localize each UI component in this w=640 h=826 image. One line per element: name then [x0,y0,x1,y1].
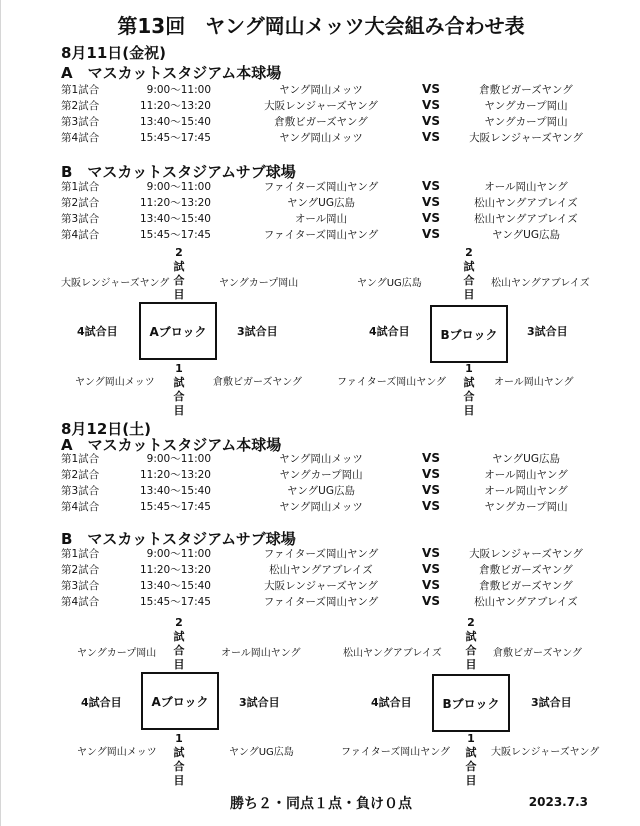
home-team: ヤング岡山メッツ [279,84,363,96]
home-team: 大阪レンジャーズヤング [264,580,378,592]
vs-label: VS [422,594,440,608]
block-diagram-a [41,616,341,787]
label-char: 目 [173,404,185,417]
away-team: 大阪レンジャーズヤング [469,548,583,560]
team-top-right: ヤングカープ岡山 [219,278,299,289]
team-top-left: ヤングカープ岡山 [77,648,157,659]
home-team: ファイターズ岡山ヤング [263,229,379,241]
vs-label: VS [422,499,440,513]
game-4-label: 4試合目 [81,696,122,709]
game-4-label: 4試合目 [371,696,412,709]
label-char: 1 [175,732,183,745]
venue-heading: A マスカットスタジアム本球場 [61,64,282,82]
home-team: ヤングカープ岡山 [279,469,363,481]
game-number: 第2試合 [61,197,100,209]
vs-label: VS [422,211,440,225]
block-box: Aブロック [139,302,217,360]
game-row [1,98,640,114]
game-time: 13:40〜15:40 [139,580,211,592]
home-team: 倉敷ビガーズヤング [274,116,368,128]
label-char: 合 [465,760,477,773]
game-row [1,483,640,499]
game-time: 13:40〜15:40 [139,213,211,225]
away-team: 松山ヤングアブレイズ [474,213,578,225]
game-row [1,211,640,227]
label-char: 試 [173,260,185,273]
game-time: 9:00〜11:00 [146,84,211,96]
game-row [1,227,640,243]
label-char: 2 [467,616,475,629]
game-3-label: 3試合目 [531,696,572,709]
vs-label: VS [422,114,440,128]
game-row [1,467,640,483]
game-number: 第2試合 [61,564,100,576]
vs-label: VS [422,195,440,209]
away-team: ヤングUG広島 [491,453,560,465]
game-time: 13:40〜15:40 [139,485,211,497]
game-row [1,82,640,98]
team-top-right: 倉敷ビガーズヤング [493,648,582,659]
label-char: 試 [465,630,477,643]
label-char: 目 [465,774,477,787]
block-diagram-b [321,616,621,787]
label-char: 目 [465,658,477,671]
team-bottom-right: オール岡山ヤング [494,377,574,388]
scoring-rule: 勝ち２・同点１点・負け０点 [230,796,412,812]
label-char: 試 [173,630,185,643]
game-row [1,114,640,130]
block-diagram-a [41,246,341,417]
game-number: 第3試合 [61,213,100,225]
team-top-right: オール岡山ヤング [221,648,301,659]
team-bottom-left: ヤング岡山メッツ [75,377,155,388]
label-char: 目 [173,288,185,301]
game-row [1,195,640,211]
game-time: 11:20〜13:20 [139,564,211,576]
team-bottom-right: 倉敷ビガーズヤング [213,377,302,388]
away-team: オール岡山ヤング [484,469,568,481]
game-time: 11:20〜13:20 [139,100,211,112]
vs-label: VS [422,130,440,144]
label-char: 2 [465,246,473,259]
game-number: 第4試合 [61,501,100,513]
away-team: 松山ヤングアブレイズ [474,197,578,209]
game-list [1,82,640,146]
label-char: 合 [173,644,185,657]
away-team: 松山ヤングアブレイズ [474,596,578,608]
game-number: 第2試合 [61,469,100,481]
home-team: ヤング岡山メッツ [279,132,363,144]
game-number: 第1試合 [61,453,100,465]
away-team: ヤングカープ岡山 [484,100,568,112]
game-time: 15:45〜17:45 [139,132,211,144]
team-top-left: 大阪レンジャーズヤング [61,278,170,289]
away-team: 倉敷ビガーズヤング [479,580,573,592]
label-char: 合 [465,644,477,657]
label-char: 試 [173,376,185,389]
vs-label: VS [422,467,440,481]
game-list [1,179,640,243]
label-char: 1 [465,362,473,375]
vs-label: VS [422,98,440,112]
game-4-label: 4試合目 [77,325,118,338]
block-box: Bブロック [430,305,508,363]
vs-label: VS [422,179,440,193]
team-bottom-left: ファイターズ岡山ヤング [337,377,446,388]
game-row [1,451,640,467]
away-team: オール岡山ヤング [484,485,568,497]
team-top-right: 松山ヤングアブレイズ [491,278,590,289]
venue-heading: A マスカットスタジアム本球場 [61,436,282,454]
home-team: オール岡山 [294,213,348,225]
game-number: 第4試合 [61,132,100,144]
away-team: 倉敷ビガーズヤング [479,84,573,96]
block-diagram-b [321,246,621,417]
team-bottom-left: ファイターズ岡山ヤング [341,747,450,758]
home-team: ファイターズ岡山ヤング [263,596,379,608]
game-2-label [172,616,186,672]
label-char: 1 [175,362,183,375]
game-2-label [172,246,186,302]
vs-label: VS [422,578,440,592]
game-time: 15:45〜17:45 [139,501,211,513]
game-row [1,179,640,195]
vs-label: VS [422,546,440,560]
vs-label: VS [422,227,440,241]
game-time: 15:45〜17:45 [139,229,211,241]
document-title: 第13回 ヤング岡山メッツ大会組み合わせ表 [117,14,525,38]
game-number: 第2試合 [61,100,100,112]
game-1-label [172,732,186,788]
block-box: Aブロック [141,672,219,730]
game-row [1,499,640,515]
game-1-label [462,362,476,418]
vs-label: VS [422,562,440,576]
block-box: Bブロック [432,674,510,732]
away-team: ヤングカープ岡山 [484,116,568,128]
home-team: ファイターズ岡山ヤング [263,548,379,560]
home-team: ファイターズ岡山ヤング [263,181,379,193]
game-time: 11:20〜13:20 [139,469,211,481]
away-team: 倉敷ビガーズヤング [479,564,573,576]
vs-label: VS [422,451,440,465]
game-number: 第3試合 [61,580,100,592]
game-row [1,562,640,578]
team-bottom-right: ヤングUG広島 [229,747,294,758]
team-top-left: 松山ヤングアブレイズ [343,648,442,659]
label-char: 目 [173,658,185,671]
home-team: ヤング岡山メッツ [279,453,363,465]
document-date: 2023.7.3 [528,795,588,809]
label-char: 試 [463,376,475,389]
label-char: 2 [175,616,183,629]
day-date: 8月11日(金祝) [61,44,167,62]
game-3-label: 3試合目 [237,325,278,338]
label-char: 合 [463,390,475,403]
game-number: 第4試合 [61,596,100,608]
label-char: 目 [463,288,475,301]
game-time: 9:00〜11:00 [146,453,211,465]
label-char: 合 [173,760,185,773]
team-top-left: ヤングUG広島 [357,278,422,289]
game-number: 第1試合 [61,84,100,96]
game-time: 13:40〜15:40 [139,116,211,128]
game-2-label [464,616,478,672]
team-bottom-right: 大阪レンジャーズヤング [491,747,600,758]
label-char: 合 [173,274,185,287]
game-row [1,546,640,562]
game-1-label [464,732,478,788]
game-row [1,578,640,594]
game-number: 第3試合 [61,116,100,128]
game-number: 第1試合 [61,548,100,560]
game-number: 第3試合 [61,485,100,497]
game-list [1,451,640,515]
game-time: 15:45〜17:45 [139,596,211,608]
game-3-label: 3試合目 [527,325,568,338]
game-number: 第1試合 [61,181,100,193]
label-char: 1 [467,732,475,745]
team-bottom-left: ヤング岡山メッツ [77,747,157,758]
label-char: 合 [463,274,475,287]
away-team: 大阪レンジャーズヤング [469,132,583,144]
label-char: 2 [175,246,183,259]
game-time: 9:00〜11:00 [146,548,211,560]
game-row [1,594,640,610]
away-team: ヤングUG広島 [491,229,560,241]
home-team: ヤングUG広島 [286,485,355,497]
game-2-label [462,246,476,302]
game-time: 11:20〜13:20 [139,197,211,209]
venue-heading: B マスカットスタジアムサブ球場 [61,530,296,548]
vs-label: VS [422,483,440,497]
home-team: ヤングUG広島 [286,197,355,209]
game-1-label [172,362,186,418]
home-team: 大阪レンジャーズヤング [264,100,378,112]
game-4-label: 4試合目 [369,325,410,338]
label-char: 合 [173,390,185,403]
label-char: 目 [173,774,185,787]
game-list [1,546,640,610]
game-number: 第4試合 [61,229,100,241]
label-char: 試 [465,746,477,759]
label-char: 試 [173,746,185,759]
day-date: 8月12日(土) [61,420,152,438]
label-char: 目 [463,404,475,417]
game-row [1,130,640,146]
away-team: ヤングカープ岡山 [484,501,568,513]
home-team: 松山ヤングアブレイズ [269,564,373,576]
game-3-label: 3試合目 [239,696,280,709]
home-team: ヤング岡山メッツ [279,501,363,513]
away-team: オール岡山ヤング [484,181,568,193]
game-time: 9:00〜11:00 [146,181,211,193]
label-char: 試 [463,260,475,273]
venue-heading: B マスカットスタジアムサブ球場 [61,163,296,181]
vs-label: VS [422,82,440,96]
